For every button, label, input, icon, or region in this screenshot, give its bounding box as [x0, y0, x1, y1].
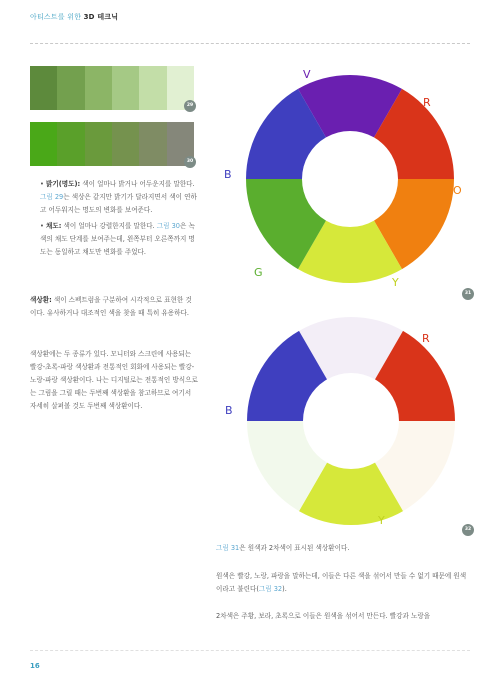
saturation-swatch-4: [112, 122, 139, 166]
bullet-brightness: • 밝기(명도): 색이 얼마나 밝거나 어두운지를 말한다. 그림 29는 색상은 같지만 밝기가 달라지면서 색이 연하고 어두워지는 명도의 변화를 보여준다.: [40, 180, 197, 215]
figure-30-badge: 30: [184, 156, 196, 168]
paragraph-text: 색상환에는 두 종류가 있다. 모니터와 스크린에 사용되는 빨강-초록-파랑 색상환과 전통적인 회화에 사용되는 빨강-노랑-파랑 색상환이다. 나는 디지털로는 전통적인 방식으로는 그림을 그릴 때는 두번째 색상환을 참고하므로 여기서 자세히 살펴볼 것도 두번째 색상환이다.: [30, 350, 198, 410]
saturation-swatch-3: [85, 122, 112, 166]
paragraph-text: 2차색은 주황, 보라, 초록으로 이들은 원색을 섞어서 만든다. 빨강과 노랑을: [216, 612, 431, 620]
saturation-swatch-2: [57, 122, 84, 166]
footer-divider: [30, 650, 470, 651]
term: 색상환:: [30, 296, 52, 304]
value-swatch-2: [57, 66, 84, 110]
wheel2-label-y: Y: [378, 514, 385, 527]
wheel2-label-r: R: [422, 332, 430, 345]
wheel2-label-b: B: [225, 404, 233, 417]
paragraph-text: 원색은 빨강, 노랑, 파랑을 말하는데, 이들은 다른 색을 섞어서 만들 수 없기 때문에 원색이라고 불린다(: [216, 572, 467, 593]
paragraph-text: 색이 스펙트럼을 구분하여 시각적으로 표현한 것이다. 유사하거나 대조적인 색을 찾을 때 특히 유용하다.: [30, 296, 192, 317]
value-scale-strip: [30, 66, 194, 110]
value-swatch-5: [139, 66, 166, 110]
paragraph-text: ).: [282, 585, 287, 593]
bullet-text: 색이 얼마나 강렬한지를 말한다.: [61, 221, 157, 230]
secondary-color-paragraph: [216, 610, 472, 623]
figure-ref: 그림 29: [40, 193, 64, 202]
value-swatch-3: [85, 66, 112, 110]
figure-32-badge: 32: [462, 524, 474, 536]
primary-color-wheel: [244, 314, 458, 528]
caption-text: 은 원색과 2차색이 표시된 색상환이다.: [239, 544, 350, 552]
saturation-scale-strip: [30, 122, 194, 166]
saturation-swatch-1: [30, 122, 57, 166]
figure-ref: 그림 31: [216, 544, 240, 552]
bullet-saturation: • 채도: 색이 얼마나 강렬한지를 말한다. 그림 30은 녹색의 채도 단계를 보여주는데, 왼쪽부터 오른쪽까지 명도는 동일하고 채도만 변화를 주었다.: [40, 221, 195, 257]
header-series: 아티스트를 위한: [30, 13, 82, 21]
page-number: 16: [30, 662, 40, 670]
figure-31-badge: 31: [462, 288, 474, 300]
bullet-text: 은 녹색의 채도 단계를 보여주는데, 왼쪽부터 오른쪽까지 명도는 동일하고 채도만 변화를 주었다.: [40, 221, 195, 257]
wheel1-label-r: R: [423, 96, 431, 109]
bullet-term: 밝기(명도):: [46, 180, 81, 188]
bullet-text: 색이 얼마나 밝거나 어두운지를 말한다.: [80, 180, 195, 188]
figure-ref: 그림 32: [258, 585, 283, 593]
figure-ref: 그림 30: [156, 221, 181, 230]
running-header: [30, 12, 118, 22]
wheel1-label-o: O: [453, 184, 462, 197]
wheel1-label-y: Y: [392, 276, 399, 289]
color-wheel-paragraph: [30, 294, 198, 320]
wheel-types-paragraph: [30, 348, 198, 413]
wheel1-label-g: G: [254, 266, 263, 279]
definition-list: [40, 178, 198, 261]
wheel1-label-v: V: [303, 68, 311, 81]
header-title: 3D 테크닉: [83, 13, 119, 21]
figure-31-caption: [216, 542, 472, 555]
bullet-text: 는 색상은 같지만 밝기가 달라지면서 색이 연하고 어두워지는 명도의 변화를 보여준다.: [40, 193, 197, 215]
saturation-swatch-5: [139, 122, 166, 166]
primary-color-paragraph: [216, 570, 472, 596]
value-swatch-4: [112, 66, 139, 110]
header-divider: [30, 43, 470, 44]
value-swatch-1: [30, 66, 57, 110]
bullet-term: 채도:: [46, 221, 62, 230]
figure-29-badge: 29: [184, 100, 196, 112]
wheel1-label-b: B: [224, 168, 232, 181]
